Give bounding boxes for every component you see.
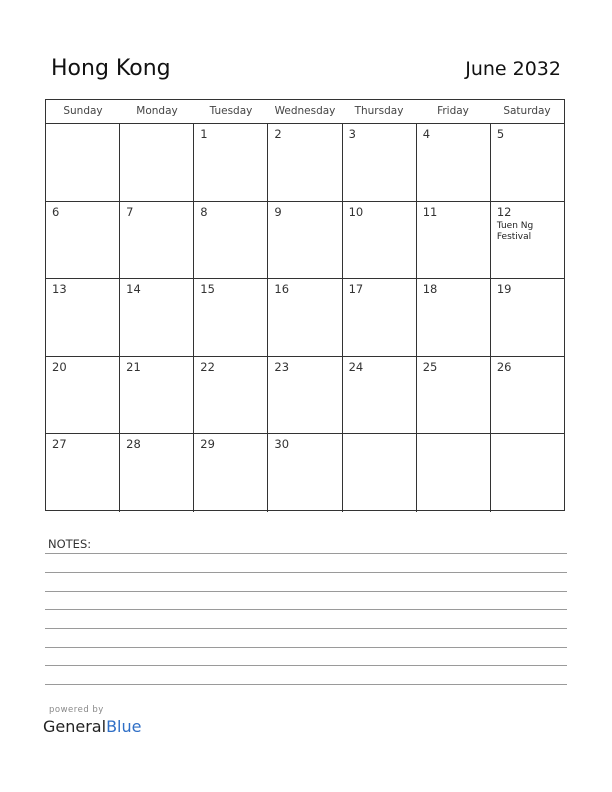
day-number: 8 <box>200 204 208 219</box>
day-number: 29 <box>200 437 215 452</box>
day-cell <box>491 279 564 356</box>
day-number: 12 <box>496 204 512 219</box>
month-year: June 2032 <box>465 58 561 80</box>
brand-blue: Blue <box>106 717 142 736</box>
day-number: 4 <box>422 127 431 141</box>
note-line <box>45 591 567 592</box>
day-number: 19 <box>496 282 512 297</box>
brand-logo <box>43 717 141 736</box>
day-number: 28 <box>126 437 141 452</box>
weekday-friday: Friday <box>437 105 469 117</box>
day-number: 16 <box>274 282 290 297</box>
day-number: 22 <box>200 359 215 374</box>
day-cell <box>268 357 342 434</box>
day-cell <box>417 357 491 434</box>
day-cell <box>194 279 268 356</box>
day-cell <box>46 279 120 356</box>
day-number: 5 <box>496 127 505 141</box>
day-number: 17 <box>348 282 364 297</box>
day-number: 21 <box>126 359 141 374</box>
day-cell <box>46 202 120 279</box>
week-row <box>46 124 564 202</box>
powered-by-text: powered by <box>49 705 104 715</box>
note-line <box>45 628 567 629</box>
day-cell <box>268 124 342 201</box>
day-cell <box>491 124 564 201</box>
brand-general: General <box>43 717 107 736</box>
weekday-header-row <box>46 100 564 124</box>
note-line <box>45 684 567 685</box>
day-number: 3 <box>348 127 356 141</box>
note-line <box>45 553 567 554</box>
day-cell <box>120 279 194 356</box>
week-row <box>46 434 564 512</box>
note-line <box>45 647 567 648</box>
day-cell <box>194 124 268 201</box>
weekday-thursday: Thursday <box>354 105 404 117</box>
note-line <box>45 572 567 573</box>
day-number: 1 <box>200 127 208 141</box>
day-cell <box>194 434 268 512</box>
day-number: 13 <box>52 282 67 297</box>
weekday-monday: Monday <box>136 105 178 117</box>
day-number: 27 <box>52 437 67 452</box>
day-number: 18 <box>422 282 438 297</box>
day-cell <box>343 202 417 279</box>
day-number: 26 <box>496 359 512 374</box>
day-cell <box>417 279 491 356</box>
day-number: 7 <box>126 204 134 219</box>
day-number: 14 <box>126 282 141 297</box>
day-cell <box>491 202 564 279</box>
day-cell <box>343 357 417 434</box>
day-cell <box>120 434 194 512</box>
notes-label: NOTES: <box>48 537 92 551</box>
day-number: 2 <box>274 127 282 141</box>
day-number: 9 <box>274 204 282 219</box>
day-number: 25 <box>422 359 438 374</box>
day-cell <box>46 434 120 512</box>
day-number: 30 <box>274 437 290 452</box>
note-line <box>45 665 567 666</box>
day-number: 6 <box>52 204 60 219</box>
day-cell <box>46 357 120 434</box>
week-row <box>46 357 564 435</box>
day-cell <box>343 434 417 512</box>
day-number: 23 <box>274 359 290 374</box>
day-cell <box>120 124 194 201</box>
day-cell <box>343 124 417 201</box>
day-cell <box>343 279 417 356</box>
day-cell <box>268 434 342 512</box>
weekday-saturday: Saturday <box>503 105 551 117</box>
day-cell <box>194 202 268 279</box>
holiday-label: Tuen Ng Festival <box>496 220 534 242</box>
calendar-grid <box>45 99 565 511</box>
day-number: 20 <box>52 359 67 374</box>
weekday-sunday: Sunday <box>63 105 103 117</box>
day-cell <box>268 279 342 356</box>
week-row <box>46 202 564 280</box>
day-number: 15 <box>200 282 215 297</box>
day-number: 11 <box>422 204 438 219</box>
day-cell <box>120 357 194 434</box>
calendar-title: Hong Kong <box>51 56 171 81</box>
day-cell <box>491 357 564 434</box>
day-cell <box>46 124 120 201</box>
day-cell <box>491 434 564 512</box>
day-cell <box>417 124 491 201</box>
week-row <box>46 279 564 357</box>
weekday-tuesday: Tuesday <box>209 105 253 117</box>
day-cell <box>417 202 491 279</box>
day-cell <box>417 434 491 512</box>
day-cell <box>194 357 268 434</box>
day-cell <box>268 202 342 279</box>
note-line <box>45 609 567 610</box>
day-cell <box>120 202 194 279</box>
day-number: 10 <box>348 204 364 219</box>
day-number: 24 <box>348 359 364 374</box>
weekday-wednesday: Wednesday <box>274 105 336 117</box>
